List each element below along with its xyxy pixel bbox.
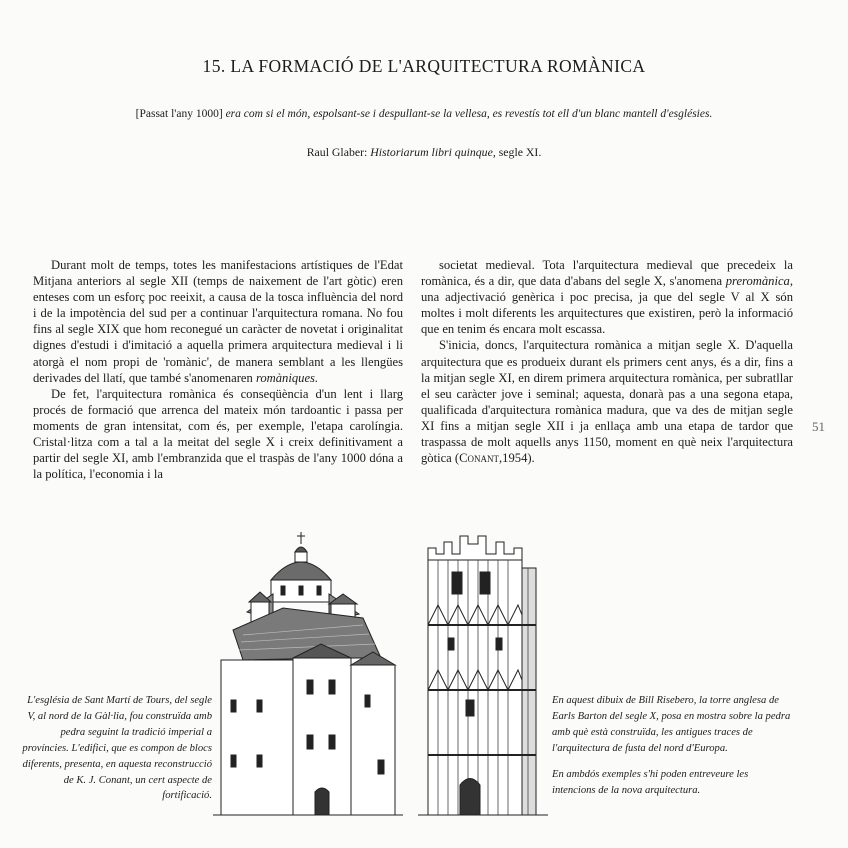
preromanica-emphasis: preromànica, <box>725 274 793 289</box>
right-column <box>421 257 793 466</box>
caption-tower-note: En ambdós exemples s'hi poden entreveure les intencions de la nova arquitectura. <box>552 768 749 796</box>
attribution-author: Raul Glaber: <box>306 145 368 159</box>
epigraph <box>40 108 808 120</box>
page-number: 51 <box>812 419 825 434</box>
tower-illustration <box>418 530 548 820</box>
church-illustration <box>213 530 403 820</box>
right-paragraph-2: S'inicia, doncs, l'arquitectura romànica a mitjan segle X. D'aquella arquitectura que es produeix durant els primers cent anys, és a dir, fins a la mitjan segle XI, en direm primera arquitectura romànica, per subratllar el seu caràcter jove i seminal; aquesta, donarà pas a una segona etapa, qualificada d'arquitectura romànica madura, que va des de mitjan segle XI fins a mitjan segle XII i ja enllaça amb una etapa de tardor que traspassa de molt aquells anys 1150, moment en què neix l'arquitectura gòtica (Conant,1954). <box>421 338 793 466</box>
chapter-title: 15. LA FORMACIÓ DE L'ARQUITECTURA ROMÀNICA <box>202 56 646 76</box>
caption-tower-text: En aquest dibuix de Bill Risebero, la torre anglesa de Earls Barton del segle X, posa en mostra sobre la pedra amb què està construïda, les antigues traces de l'arquitectura de fusta del nord d'Europa. <box>552 695 791 754</box>
left-paragraph-1: Durant molt de temps, totes les manifestacions artístiques de l'Edat Mitjana anteriors al segle XII (temps de naixement de l'art gòtic) eren enteses com un esforç poc reeixit, a causa de la tosca influència del nord i de la impotència del sud per a continuar l'arquitectura romana. No fou fins al segle XIX que hom reconegué un caràcter de novetat i originalitat dignes d'estudi i d'imitació a aquella primera arquitectura medieval i li atorgà el nom propi de 'romànic', de manera semblant a les llengües derivades del llatí, que també s'anomenaren romàniques. <box>33 258 403 385</box>
right-paragraph-1: societat medieval. Tota l'arquitectura medieval que precedeix la romànica, és a dir, que data d'abans del segle X, s'anomena preromànica, una adjectivació genèrica i poc precisa, ja que del segle V al X són moltes i molt diferents les arquitectures que existiren, però la informació que en tenim és encara molt escassa. <box>421 258 793 337</box>
epigraph-bracket: [Passat l'any 1000] <box>135 108 223 120</box>
epigraph-attribution <box>0 145 848 160</box>
attribution-century: segle XI. <box>498 145 542 159</box>
citation-conant: Conant <box>459 451 500 466</box>
attribution-work: Historiarum libri quinque, <box>370 145 496 159</box>
romaniques-emphasis: romàniques. <box>255 370 319 385</box>
epigraph-quote: era com si el món, espolsant-se i despullant-se la vellesa, es revestís tot ell d'un blanc mantell d'esglésies. <box>225 108 713 120</box>
caption-tower <box>552 693 792 798</box>
left-paragraph-2: De fet, l'arquitectura romànica és conseqüència d'un lent i llarg procés de formació que arrenca del mateix món tardoantic i passa per moments de gran intensitat, com és, per exemple, l'etapa carolíngia. Cristal·litza com a tal a la meitat del segle X i creix definitivament a partir del segle XI, amb l'embranzida que el traspàs de l'any 1000 dóna a la política, l'economia i la <box>33 386 403 482</box>
caption-church: L'església de Sant Martí de Tours, del segle V, al nord de la Gàl·lia, fou construïda amb pedra seguint la tradició imperial a províncies. L'edifici, que es compon de blocs diferents, presenta, en aquesta reconstrucció de K. J. Conant, un cert aspecte de fortificació. <box>22 695 212 802</box>
left-column <box>33 257 403 482</box>
